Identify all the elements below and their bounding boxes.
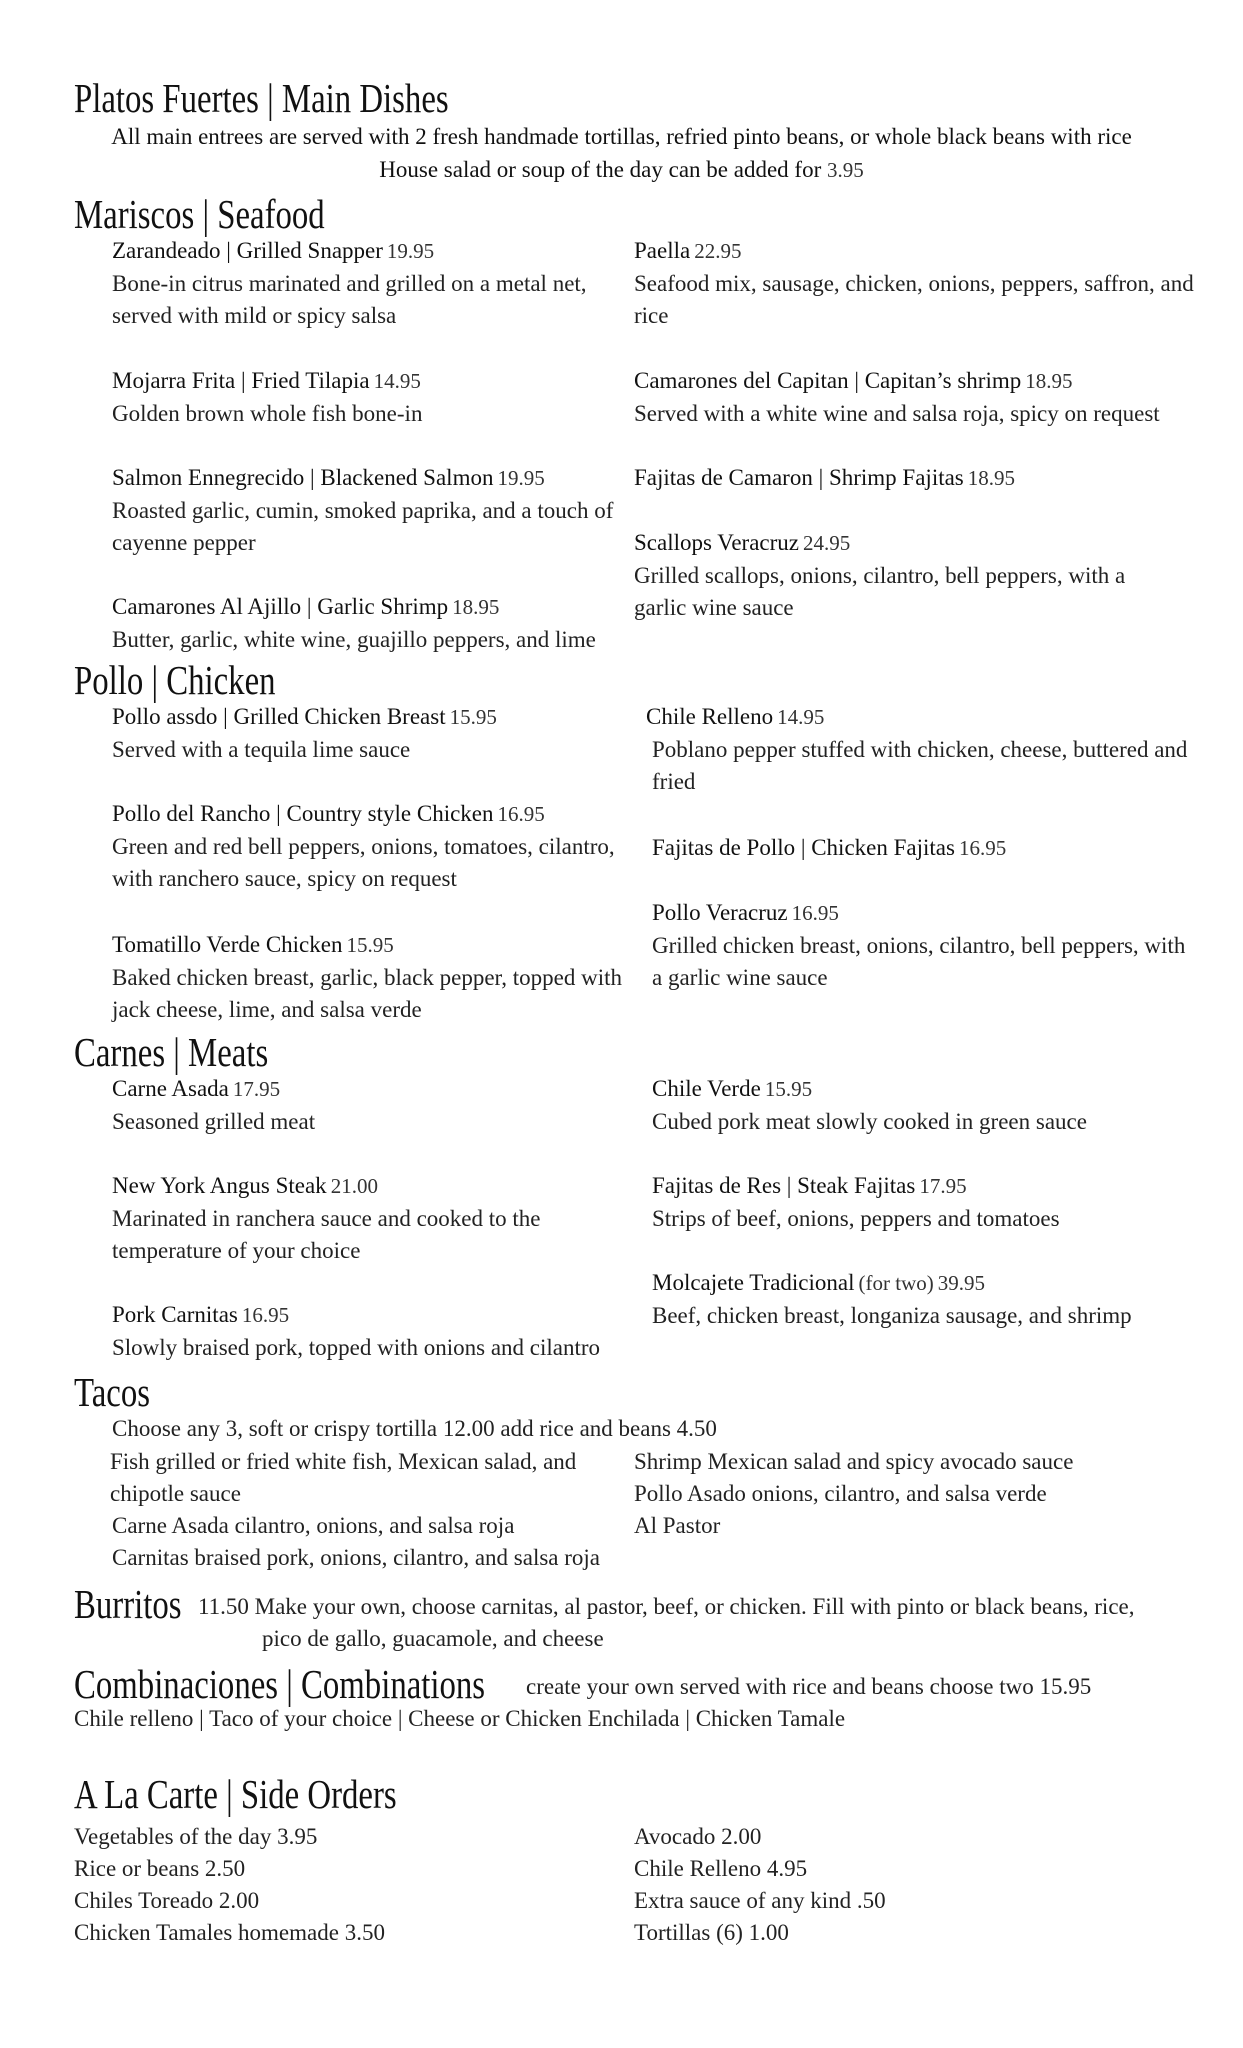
menu-item: Chile Relleno 14.95: [646, 704, 825, 729]
burritos-description-cont: pico de gallo, guacamole, and cheese: [262, 1626, 604, 1651]
section-title-meats: Carnes | Meats: [74, 1029, 269, 1075]
item-description: Butter, garlic, white wine, guajillo peppers, and lime: [112, 627, 596, 652]
intro-line-addon: House salad or soup of the day can be added for 3.95: [379, 157, 864, 182]
menu-item: Zarandeado | Grilled Snapper 19.95: [112, 238, 435, 263]
side-item: Vegetables of the day 3.95: [74, 1824, 318, 1849]
menu-item: Chile Verde 15.95: [652, 1076, 813, 1101]
menu-item: Salmon Ennegrecido | Blackened Salmon 19.95: [112, 465, 545, 490]
side-item: Avocado 2.00: [634, 1824, 762, 1849]
item-description: Served with a white wine and salsa roja, spicy on request: [634, 401, 1160, 426]
item-description: Baked chicken breast, garlic, black pepper, topped with jack cheese, lime, and salsa verde: [112, 965, 622, 1022]
section-title-tacos: Tacos: [74, 1369, 151, 1415]
menu-item: Paella 22.95: [634, 238, 742, 263]
side-item: Extra sauce of any kind .50: [634, 1888, 886, 1913]
taco-option: Shrimp Mexican salad and spicy avocado sauce: [634, 1449, 1074, 1474]
item-description: Seasoned grilled meat: [112, 1109, 316, 1134]
section-title-seafood: Mariscos | Seafood: [74, 191, 325, 237]
item-description: Roasted garlic, cumin, smoked paprika, and a touch of cayenne pepper: [112, 498, 614, 555]
item-description: Grilled scallops, onions, cilantro, bell peppers, with a garlic wine sauce: [634, 563, 1126, 620]
item-description: Marinated in ranchera sauce and cooked to the temperature of your choice: [112, 1206, 541, 1263]
menu-item: Molcajete Tradicional (for two) 39.95: [652, 1270, 985, 1295]
side-item: Chile Relleno 4.95: [634, 1856, 808, 1881]
menu-item: Scallops Veracruz 24.95: [634, 530, 851, 555]
section-title-chicken: Pollo | Chicken: [74, 657, 276, 703]
taco-option: Fish grilled or fried white fish, Mexican salad, and chipotle sauce: [110, 1449, 577, 1506]
item-description: Cubed pork meat slowly cooked in green sauce: [652, 1109, 1087, 1134]
item-description: Slowly braised pork, topped with onions and cilantro: [112, 1335, 601, 1360]
tacos-intro: Choose any 3, soft or crispy tortilla 12.00 add rice and beans 4.50: [112, 1416, 717, 1441]
item-description: Green and red bell peppers, onions, tomatoes, cilantro, with ranchero sauce, spicy on request: [112, 834, 615, 891]
menu-item: Pollo assdo | Grilled Chicken Breast 15.95: [112, 704, 497, 729]
menu-item: Carne Asada 17.95: [112, 1076, 281, 1101]
combinations-choices: Chile relleno | Taco of your choice | Cheese or Chicken Enchilada | Chicken Tamale: [74, 1706, 846, 1731]
menu-item: Mojarra Frita | Fried Tilapia 14.95: [112, 368, 421, 393]
item-description: Strips of beef, onions, peppers and tomatoes: [652, 1206, 1060, 1231]
menu-item: Camarones Al Ajillo | Garlic Shrimp 18.95: [112, 594, 500, 619]
menu-item: Pollo Veracruz 16.95: [652, 900, 839, 925]
menu-item: Fajitas de Res | Steak Fajitas 17.95: [652, 1173, 967, 1198]
menu-item: Camarones del Capitan | Capitan’s shrimp 18.95: [634, 368, 1073, 393]
item-description: Poblano pepper stuffed with chicken, cheese, buttered and fried: [652, 737, 1188, 794]
burritos-description: 11.50 Make your own, choose carnitas, al pastor, beef, or chicken. Fill with pinto or black beans, rice,: [198, 1594, 1135, 1619]
menu-item: New York Angus Steak 21.00: [112, 1173, 378, 1198]
side-item: Rice or beans 2.50: [74, 1856, 246, 1881]
menu-item: Pollo del Rancho | Country style Chicken 16.95: [112, 801, 545, 826]
item-description: Golden brown whole fish bone-in: [112, 401, 423, 426]
item-description: Seafood mix, sausage, chicken, onions, peppers, saffron, and rice: [634, 271, 1194, 328]
item-description: Served with a tequila lime sauce: [112, 737, 411, 762]
menu-item: Fajitas de Pollo | Chicken Fajitas 16.95: [652, 835, 1007, 860]
menu-item: Tomatillo Verde Chicken 15.95: [112, 932, 394, 957]
taco-option: Pollo Asado onions, cilantro, and salsa verde: [634, 1481, 1047, 1506]
section-title-combinations: Combinaciones | Combinations: [74, 1661, 486, 1707]
intro-line: All main entrees are served with 2 fresh handmade tortillas, refried pinto beans, or whole black beans with rice: [111, 124, 1132, 149]
side-item: Tortillas (6) 1.00: [634, 1920, 789, 1945]
section-title-burritos: Burritos: [74, 1581, 182, 1627]
combinations-note: create your own served with rice and beans choose two 15.95: [526, 1674, 1092, 1699]
item-description: Bone-in citrus marinated and grilled on a metal net, served with mild or spicy salsa: [112, 271, 587, 328]
side-item: Chicken Tamales homemade 3.50: [74, 1920, 385, 1945]
taco-option: Carne Asada cilantro, onions, and salsa roja: [112, 1513, 515, 1538]
taco-option: Al Pastor: [634, 1513, 721, 1538]
menu-item: Fajitas de Camaron | Shrimp Fajitas 18.95: [634, 465, 1016, 490]
item-description: Grilled chicken breast, onions, cilantro, bell peppers, with a garlic wine sauce: [652, 933, 1186, 990]
item-description: Beef, chicken breast, longaniza sausage, and shrimp: [652, 1303, 1132, 1328]
menu-item: Pork Carnitas 16.95: [112, 1302, 290, 1327]
taco-option: Carnitas braised pork, onions, cilantro, and salsa roja: [112, 1545, 600, 1570]
section-title-sides: A La Carte | Side Orders: [74, 1771, 397, 1817]
page-title: Platos Fuertes | Main Dishes: [74, 75, 449, 121]
side-item: Chiles Toreado 2.00: [74, 1888, 260, 1913]
